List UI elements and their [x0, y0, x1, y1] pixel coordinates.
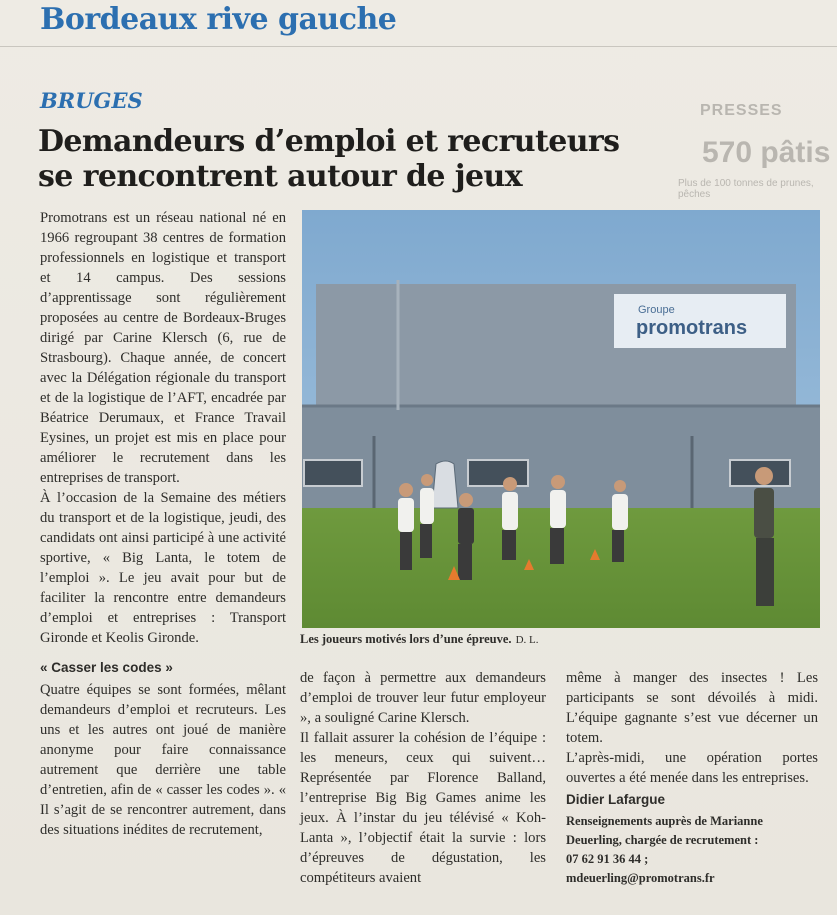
- paragraph: Quatre équipes se sont formées, mêlant demandeurs d’emploi et recruteurs. Les uns et les autres ont joué de manière anonyme pour faire connaissance autrement que derrière une table d’entretien, afin de « casser les codes ». « Il s’agit de se rencontrer autrement, dans des situations inédites de recrutement,: [40, 682, 286, 838]
- paragraph: Promotrans est un réseau national né en 1966 regroupant 38 centres de formation professionnels en logistique et transport et 14 campus. Des sessions d’apprentissage sont régulièrement proposées au centre de Bordeaux-Bruges dirigé par Carine Klersch (6, rue de Strasbourg). Chaque année, de concert avec la Délégation régionale du transport et de la logistique de l’AFT, encadrée par Béatrice Derumaux, et France Travail Eysines, un projet est mis en place pour améliorer le recrutement dans les entreprises de transport.: [40, 210, 286, 486]
- paragraph: même à manger des insectes ! Les participants se sont dévoilés à midi. L’équipe gagnante s’est vue décerner un totem.: [566, 670, 818, 746]
- paragraph: À l’occasion de la Semaine des métiers du transport et de la logistique, jeudi, des candidats ont ainsi participé à une activité sportive, « Big Lanta, le totem de l’emploi ». Le jeu avait pour but de faciliter la rencontre entre demandeurs d’emploi et entreprises : Transport Gironde et Keolis Gironde.: [40, 490, 286, 646]
- article-column-3: [566, 668, 818, 888]
- contact-phone: 07 62 91 36 44 ;: [566, 852, 649, 866]
- paragraph: L’après-midi, une opération portes ouvertes a été menée dans les entreprises.: [566, 750, 818, 786]
- contact-email: mdeuerling@promotrans.fr: [566, 871, 715, 885]
- contact-info: [566, 812, 818, 888]
- section-divider: [0, 46, 837, 47]
- caption-text: Les joueurs motivés lors d’une épreuve.: [300, 632, 512, 646]
- photo-caption: [300, 632, 538, 647]
- bleed-through-text: PRESSES 570 pâtis Plus de 100 tonnes de prunes, pêches: [678, 102, 831, 200]
- article-subhead: « Casser les codes »: [40, 660, 173, 675]
- location-kicker: BRUGES: [40, 88, 143, 113]
- article-headline: Demandeurs d’emploi et recruteurs se rencontrent autour de jeux: [38, 124, 620, 194]
- article-column-1: [40, 208, 286, 840]
- contact-label: Renseignements auprès de Marianne Deuerling, chargée de recrutement :: [566, 814, 763, 847]
- photo-credit: D. L.: [515, 634, 539, 646]
- sign-label-small: Groupe: [638, 304, 675, 316]
- paragraph: de façon à permettre aux demandeurs d’emploi de trouver leur futur employeur », a souligné Carine Klersch.: [300, 670, 546, 726]
- section-title: Bordeaux rive gauche: [40, 2, 397, 37]
- paragraph: Il fallait assurer la cohésion de l’équipe : les meneurs, ceux qui suivent… Représentée par Florence Balland, l’entreprise Big Big Games anime les jeux. À l’instar du jeu télévisé « Koh-Lanta », l’objectif était la survie : lors d’épreuves de dégustation, les compétiteurs avaient: [300, 730, 546, 886]
- article-photo: [302, 210, 820, 628]
- sign-label-brand: promotrans: [636, 317, 748, 339]
- article-column-2: [300, 668, 546, 888]
- author-signature: Didier Lafargue: [566, 792, 666, 807]
